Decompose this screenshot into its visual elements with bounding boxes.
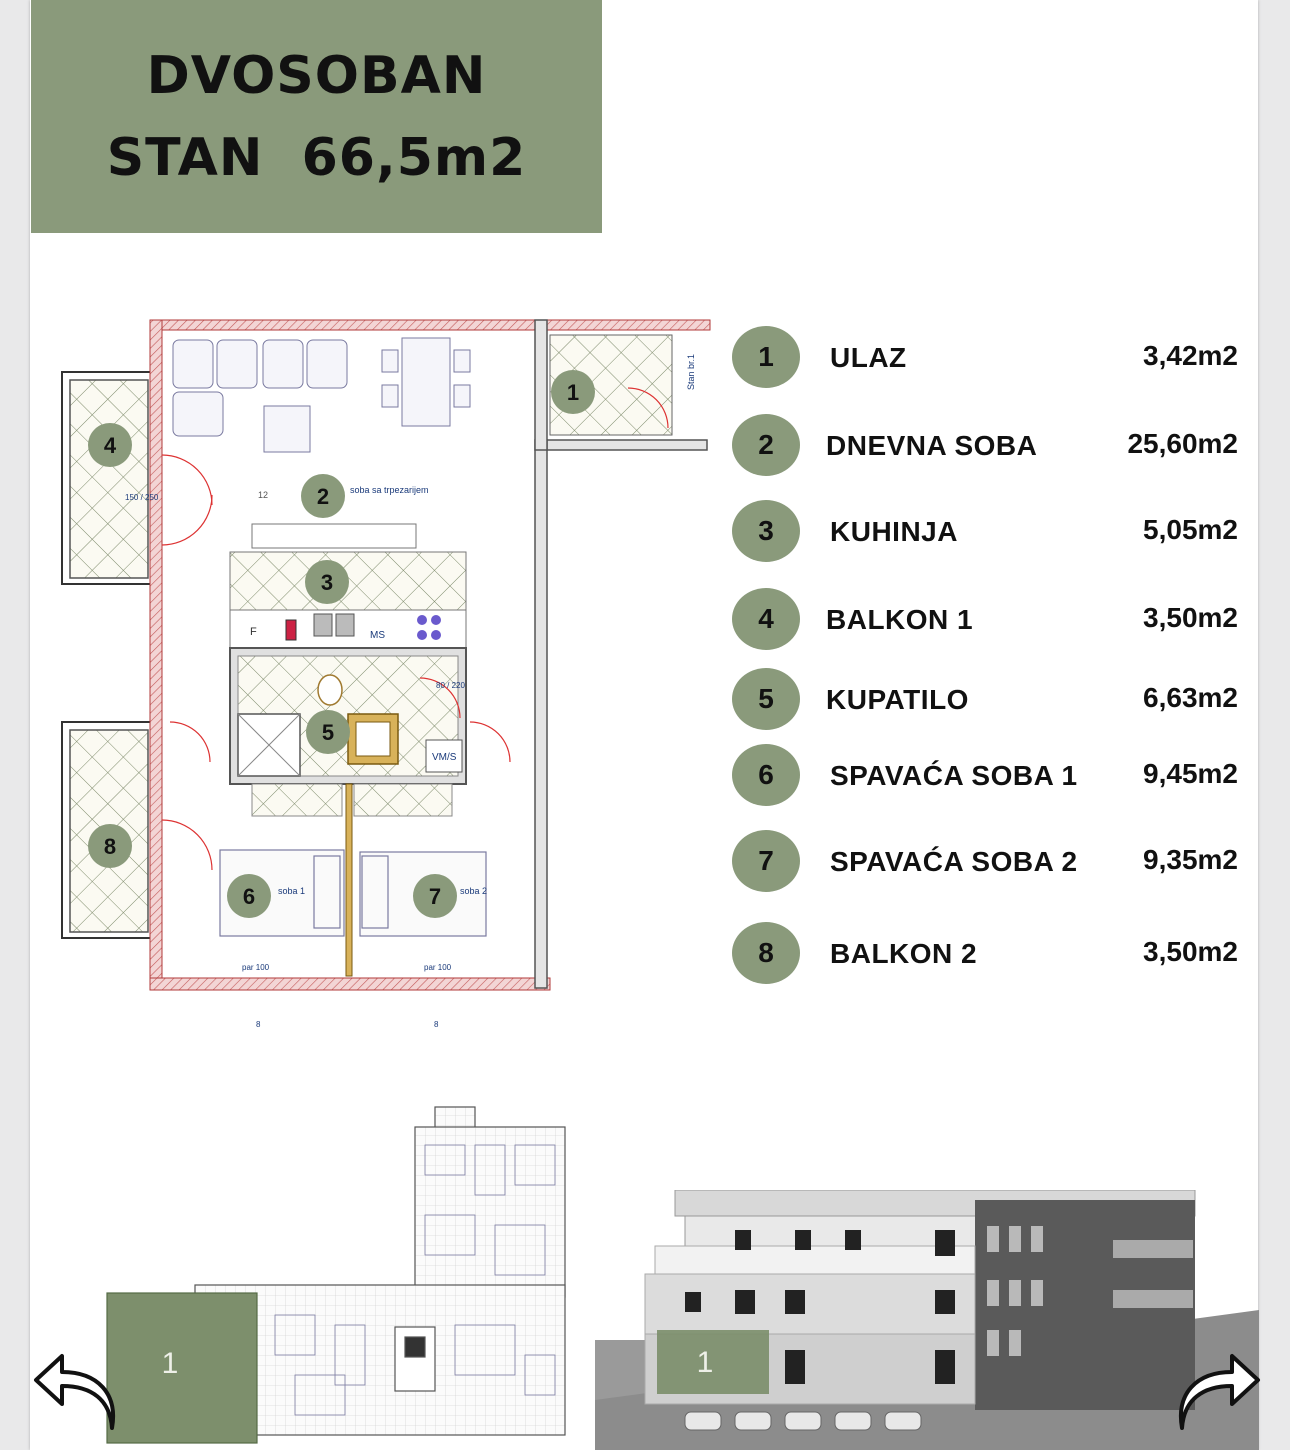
plan-mark-12: 12 [258,490,269,500]
room-1-label: soba 1 [278,886,306,896]
legend-row-2 [732,414,1252,476]
legend-num-3: 3 [732,500,800,562]
kitchen [230,552,466,648]
vms-label: VM/S [432,752,457,763]
legend-row-5 [732,668,1252,730]
legend-name-4: BALKON 1 [826,604,974,635]
sofa [173,340,347,452]
room-2-label: soba 2 [460,886,488,896]
plan-marker-8: 8 [103,834,117,859]
legend-row-4 [732,588,1252,650]
legend-name-1: ULAZ [830,342,907,373]
legend-row-3 [732,500,1252,562]
door-size-bath: 80 / 220 [436,681,465,690]
site-unit-label: 1 [161,1347,179,1380]
window-label-2: par 100 [424,963,452,972]
legend-row-1 [732,326,1252,388]
floor-plan [30,290,720,1050]
ms-label: MS [370,630,385,641]
plan-marker-4: 4 [103,433,117,458]
legend-name-8: BALKON 2 [830,938,978,969]
legend-name-3: KUHINJA [830,516,958,547]
balcony-1 [62,372,154,584]
building-render-thumbnail[interactable] [595,1190,1259,1450]
legend-num-4: 4 [732,588,800,650]
legend-name-7: SPAVAĆA SOBA 2 [830,846,1078,877]
legend-row-7 [732,830,1252,892]
dim-label-1: 8 [256,1020,261,1029]
window-label-1: par 100 [242,963,270,972]
curved-arrow-right-icon[interactable] [1172,1350,1262,1430]
title-line-1: DVOSOBAN [146,45,487,106]
legend-row-6 [732,744,1252,806]
legend-area-3: 5,05m2 [1143,514,1238,545]
stan-label: Stan br.1 [686,353,696,390]
legend-area-6: 9,45m2 [1143,758,1238,789]
legend-num-8: 8 [732,922,800,984]
plan-marker-7: 7 [428,884,442,909]
title-banner [31,0,602,233]
legend-num-1: 1 [732,326,800,388]
bathroom [230,648,466,784]
legend-num-7: 7 [732,830,800,892]
legend-name-6: SPAVAĆA SOBA 1 [830,760,1078,791]
legend-area-4: 3,50m2 [1143,602,1238,633]
door-size-1: 150 / 250 [125,493,159,502]
site-plan-thumbnail[interactable] [95,1105,585,1445]
plan-marker-5: 5 [321,720,335,745]
plan-marker-2: 2 [316,484,330,509]
fridge-label: F [250,626,257,638]
legend-num-2: 2 [732,414,800,476]
plan-marker-6: 6 [242,884,256,909]
legend-area-8: 3,50m2 [1143,936,1238,967]
title-line-2: STAN 66,5m2 [106,127,527,188]
living-room-label: soba sa trpezarijem [350,485,429,495]
legend-num-6: 6 [732,744,800,806]
legend-area-1: 3,42m2 [1143,340,1238,371]
dim-label-2: 8 [434,1020,439,1029]
legend-name-2: DNEVNA SOBA [826,430,1038,461]
building-unit-label: 1 [696,1346,714,1379]
legend-area-2: 25,60m2 [1127,428,1238,459]
balcony-door-1 [162,455,212,545]
plan-marker-1: 1 [566,380,580,405]
legend-area-7: 9,35m2 [1143,844,1238,875]
legend-row-8 [732,922,1252,984]
legend-area-5: 6,63m2 [1143,682,1238,713]
curved-arrow-left-icon[interactable] [32,1350,122,1430]
legend-name-5: KUPATILO [826,684,969,715]
legend-num-5: 5 [732,668,800,730]
dining-table [382,338,470,426]
plan-marker-3: 3 [320,570,334,595]
